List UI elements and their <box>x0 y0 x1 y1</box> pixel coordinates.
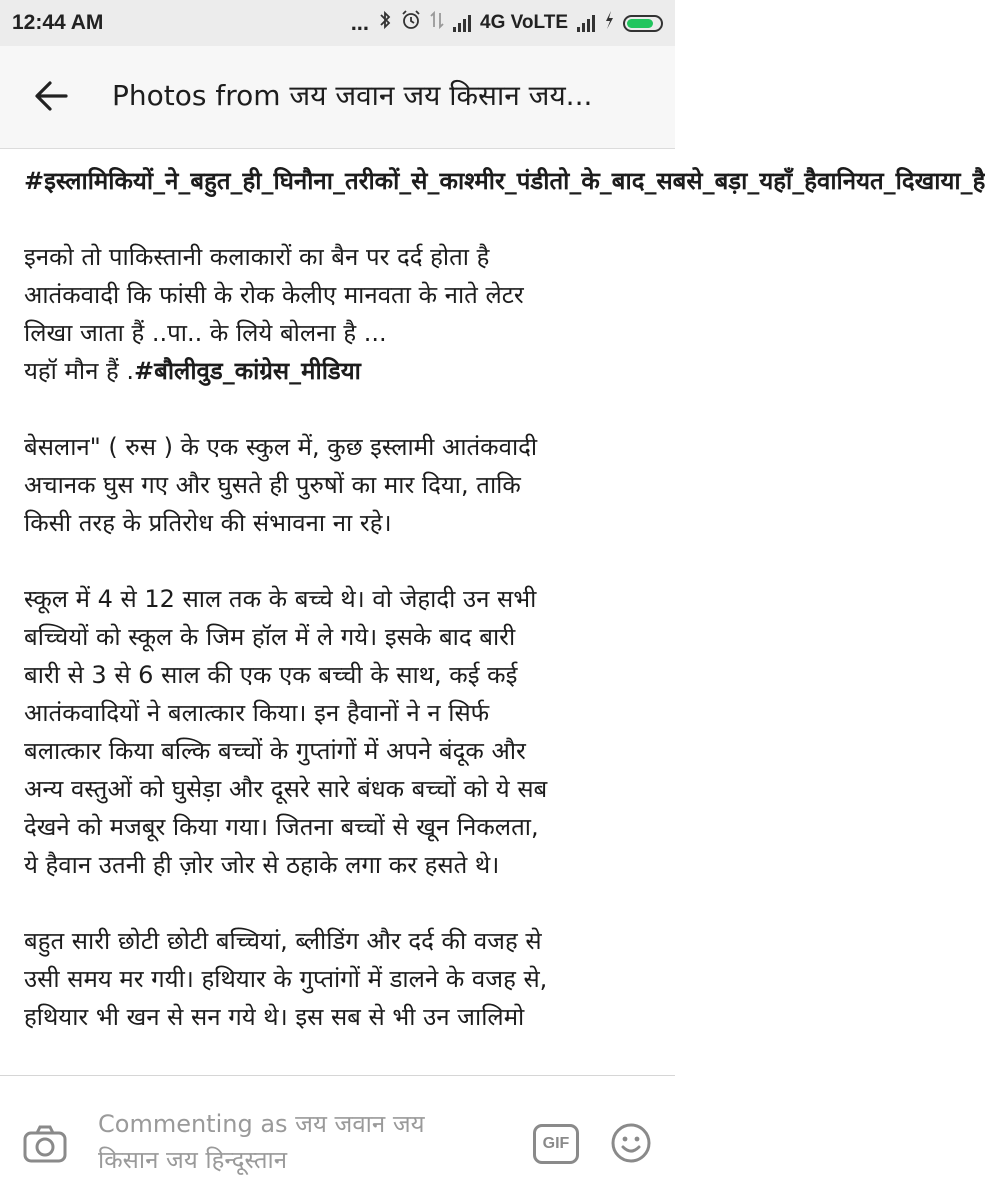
text-prefix: यहॉ मौन हैं . <box>24 357 135 385</box>
text-line: अचानक घुस गए और घुसते ही पुरुषों का मार दिया, ताकि <box>24 471 521 499</box>
status-bar <box>0 0 675 46</box>
text-line: अन्य वस्तुओं को घुसेड़ा और दूसरे सारे बंधक बच्चों को ये सब <box>24 775 548 803</box>
data-transfer-icon <box>430 10 444 36</box>
post-paragraph-3 <box>24 580 654 884</box>
post-hashtag-title[interactable]: #इस्लामिकियों_ने_बहुत_ही_घिनौना_तरीकों_से_काश्मीर_पंडीतो_के_बाद_सबसे_बड़ा_यहाँ_हैवानियत_दिखाया_है <box>24 167 985 195</box>
text-line: देखने को मजबूर किया गया। जितना बच्चों से खून निकलता, <box>24 813 539 841</box>
comment-prompt-line: किसान जय हिन्दूस्तान <box>98 1146 288 1174</box>
text-line <box>24 352 654 390</box>
text-line: आतंकवादी कि फांसी के रोक केलीए मानवता के नाते लेटर <box>24 281 524 309</box>
charging-icon <box>604 10 614 36</box>
network-type: 4G VoLTE <box>480 12 568 33</box>
text-line: बेसलान" ( रुस ) के एक स्कुल में, कुछ इस्लामी आतंकवादी <box>24 433 538 461</box>
gif-button[interactable]: GIF <box>533 1124 579 1164</box>
text-line: आतंकवादियों ने बलात्कार किया। इन हैवानों ने न सिर्फ <box>24 699 490 727</box>
text-line: ये हैवान उतनी ही ज़ोर जोर से ठहाके लगा कर हसते थे। <box>24 851 500 879</box>
post-content <box>24 162 985 1070</box>
hashtag-link[interactable]: #बौलीवुड_कांग्रेस_मीडिया <box>134 357 361 385</box>
page-title: Photos from जय जवान जय किसान जय... <box>112 79 593 112</box>
status-time: 12:44 AM <box>12 11 104 34</box>
text-line: बलात्कार किया बल्कि बच्चों के गुप्तांगों में अपने बंदूक और <box>24 737 526 765</box>
bluetooth-icon <box>378 10 392 36</box>
text-line: लिखा जाता हैं ..पा.. के लिये बोलना है ... <box>24 319 387 347</box>
text-line: स्कूल में 4 से 12 साल तक के बच्चे थे। वो जेहादी उन सभी <box>24 585 537 613</box>
signal-strength-icon <box>453 14 471 32</box>
text-line: हथियार भी खन से सन गये थे। इस सब से भी उन जालिमो <box>24 1003 525 1031</box>
text-line: किसी तरह के प्रतिरोध की संभावना ना रहे। <box>24 509 392 537</box>
status-icons <box>351 10 663 36</box>
more-dots: ... <box>350 10 370 35</box>
comment-prompt-line: Commenting as जय जवान जय <box>98 1110 425 1138</box>
signal-strength-icon-2 <box>577 14 595 32</box>
text-line: बारी से 3 से 6 साल की एक एक बच्ची के साथ, कई कई <box>24 661 518 689</box>
back-arrow-icon[interactable] <box>30 76 74 116</box>
text-line: उसी समय मर गयी। हथियार के गुप्तांगों में डालने के वजह से, <box>24 965 548 993</box>
emoji-icon[interactable] <box>610 1122 652 1164</box>
battery-icon <box>623 15 663 32</box>
post-paragraph-1 <box>24 238 654 390</box>
camera-icon[interactable] <box>22 1124 68 1164</box>
text-line: बच्चियों को स्कूल के जिम हॉल में ले गये। इसके बाद बारी <box>24 623 516 651</box>
post-paragraph-4 <box>24 922 654 1036</box>
alarm-icon <box>401 10 421 36</box>
text-line: बहुत सारी छोटी छोटी बच्चियां, ब्लीडिंग और दर्द की वजह से <box>24 927 542 955</box>
comment-input[interactable] <box>98 1106 508 1178</box>
text-line: इनको तो पाकिस्तानी कलाकारों का बैन पर दर्द होता है <box>24 243 490 271</box>
app-bar <box>0 46 675 149</box>
post-paragraph-2 <box>24 428 654 542</box>
comment-bar <box>0 1075 675 1201</box>
